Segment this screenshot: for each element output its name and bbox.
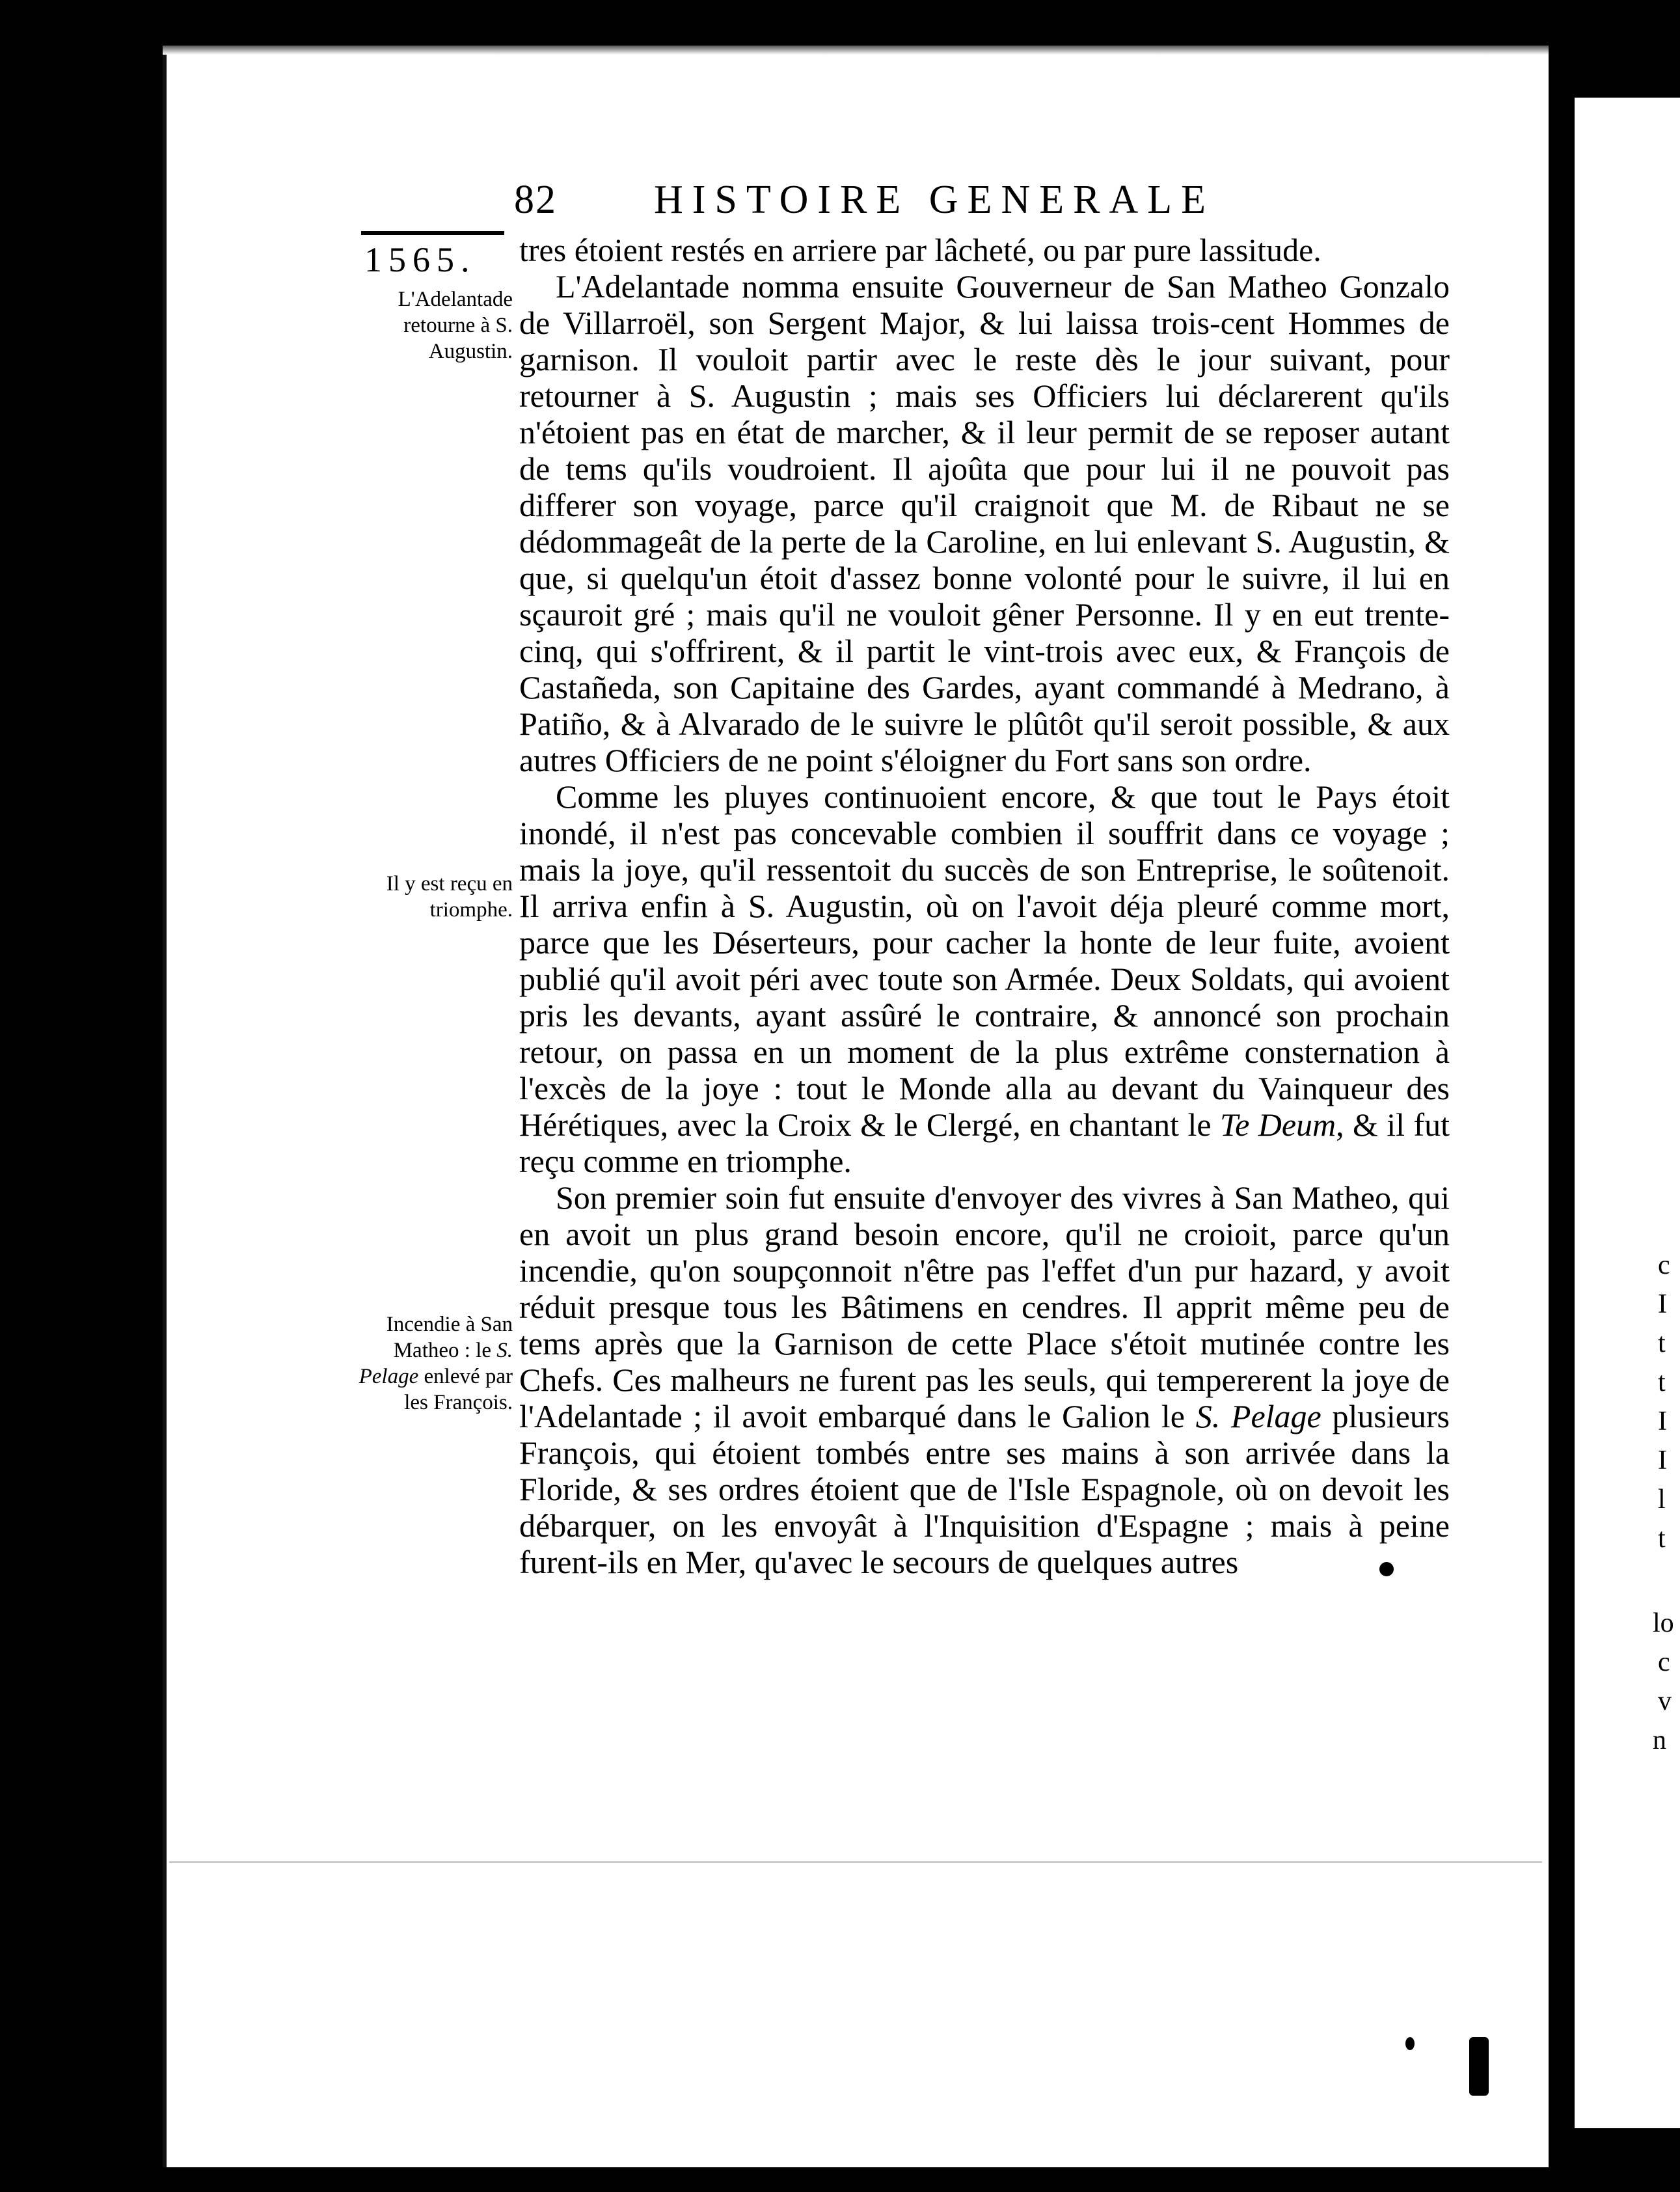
- scan-line: [169, 1861, 1542, 1863]
- paragraph-4-end: plusieurs François, qui étoient tombés entre ses mains à son arrivée dans la Floride, & ses ordres étoient que de l'Isle Espagnole, où on devoit les débarquer, on les envoyât à l'Inquisition d'Espagne ; mais à peine furent-ils en Mer, qu'avec le secours de quelques autres: [519, 1398, 1450, 1580]
- running-title: HISTOIRE GENERALE: [654, 178, 1215, 222]
- facing-page-fragment: l: [1658, 1485, 1666, 1514]
- page-number: 82: [514, 178, 557, 222]
- facing-page-fragment: I: [1658, 1445, 1667, 1475]
- paragraph-3-end: , & il fut reçu comme en triomphe.: [519, 1106, 1450, 1179]
- paragraph-4-text: Son premier soin fut ensuite d'envoyer des vivres à San Matheo, qui en avoit un plus grand besoin encore, qu'il ne croioit, parce qu'un incendie, qu'on soupçonnoit n'être pas l'effet d'un pur hazard, y avoit réduit presque tous les Bâtimens en cendres. Il apprit même peu de tems après que la Garnison de cette Place s'étoit mutinée contre les Chefs. Ces malheurs ne furent pas les seuls, qui tempererent la joye de l'Adelantade ; il avoit embarqué dans le Galion le: [519, 1179, 1450, 1434]
- te-deum: Te Deum: [1219, 1106, 1336, 1143]
- facing-page-fragment: c: [1658, 1647, 1670, 1677]
- margin-note-fire-ship: S. Pelage: [359, 1339, 513, 1388]
- running-header: [514, 177, 1360, 229]
- paragraph-3: [519, 778, 1450, 1179]
- facing-page-fragment: v: [1658, 1686, 1672, 1716]
- paragraph-3-text: Comme les pluyes continuoient encore, & que tout le Pays étoit inondé, il n'est pas concevable combien il souffrit dans ce voyage ; mais la joye, qu'il ressentoit du succès de son Entreprise, le soûtenoit. Il arriva enfin à S. Augustin, où on l'avoit déja pleuré comme mort, parce que les Déserteurs, pour cacher la honte de leur fuite, avoient publié qu'il avoit péri avec toute son Armée. Deux Soldats, qui avoient pris les devants, ayant assûré le contraire, & annoncé son prochain retour, on passa en un moment de la plus extrême consternation à l'excès de la joye : tout le Monde alla au devant du Vainqueur des Hérétiques, avec la Croix & le Clergé, en chantant le: [519, 778, 1450, 1143]
- margin-rule: [361, 231, 504, 235]
- facing-page-fragment: lo: [1653, 1608, 1674, 1638]
- margin-note-fire-c: enlevé par les François.: [404, 1365, 513, 1414]
- margin-note-return: L'Adelantade retourne à S. Augustin.: [398, 288, 513, 363]
- margin-note-triumph: Il y est reçu en triomphe.: [386, 872, 513, 922]
- facing-page-fragment: n: [1653, 1725, 1666, 1755]
- book-gutter: [1549, 46, 1575, 2167]
- margin-note-fire: [357, 1311, 513, 1416]
- facing-page-fragment: t: [1658, 1524, 1666, 1554]
- paragraph-4: [519, 1179, 1450, 1580]
- paragraph-1: tres étoient restés en arriere par lâcheté, ou par pure lassitude.: [519, 232, 1321, 268]
- facing-page-fragment: t: [1658, 1367, 1666, 1397]
- facing-page-edge: [1575, 98, 1680, 2128]
- body-text: [519, 232, 1450, 1580]
- ship-name: S. Pelage: [1195, 1398, 1321, 1434]
- facing-page-fragment: c: [1658, 1250, 1670, 1280]
- page-top-shadow: [163, 46, 1549, 55]
- facing-page-fragment: I: [1658, 1289, 1667, 1319]
- facing-page-fragment: I: [1658, 1406, 1667, 1436]
- margin-note-fire-a: Incendie à San Matheo : le: [386, 1313, 513, 1362]
- scan-mark: [1469, 2037, 1489, 2096]
- ink-speck: [1405, 2037, 1415, 2050]
- facing-page-fragment: t: [1658, 1328, 1666, 1358]
- margin-year: 1565.: [364, 240, 476, 279]
- paragraph-2: L'Adelantade nomma ensuite Gouverneur de San Matheo Gonzalo de Villarroël, son Sergent Major, & lui laissa trois-cent Hommes de garnison. Il vouloit partir avec le reste dès le jour suivant, pour retourner à S. Augustin ; mais ses Officiers lui déclarerent qu'ils n'étoient pas en état de marcher, & il leur permit de se reposer autant de tems qu'ils voudroient. Il ajoûta que pour lui il ne pouvoit pas differer son voyage, parce qu'il craignoit que M. de Ribaut ne se dédommageât de la perte de la Caroline, en lui enlevant S. Augustin, & que, si quelqu'un étoit d'assez bonne volonté pour le suivre, il lui en sçauroit gré ; mais qu'il ne vouloit gêner Personne. Il y en eut trente-cinq, qui s'offrirent, & il partit le vint-trois avec eux, & François de Castañeda, son Capitaine des Gardes, ayant commandé à Medrano, à Patiño, & à Alvarado de le suivre le plûtôt qu'il seroit possible, & aux autres Officiers de ne point s'éloigner du Fort sans son ordre.: [519, 268, 1450, 778]
